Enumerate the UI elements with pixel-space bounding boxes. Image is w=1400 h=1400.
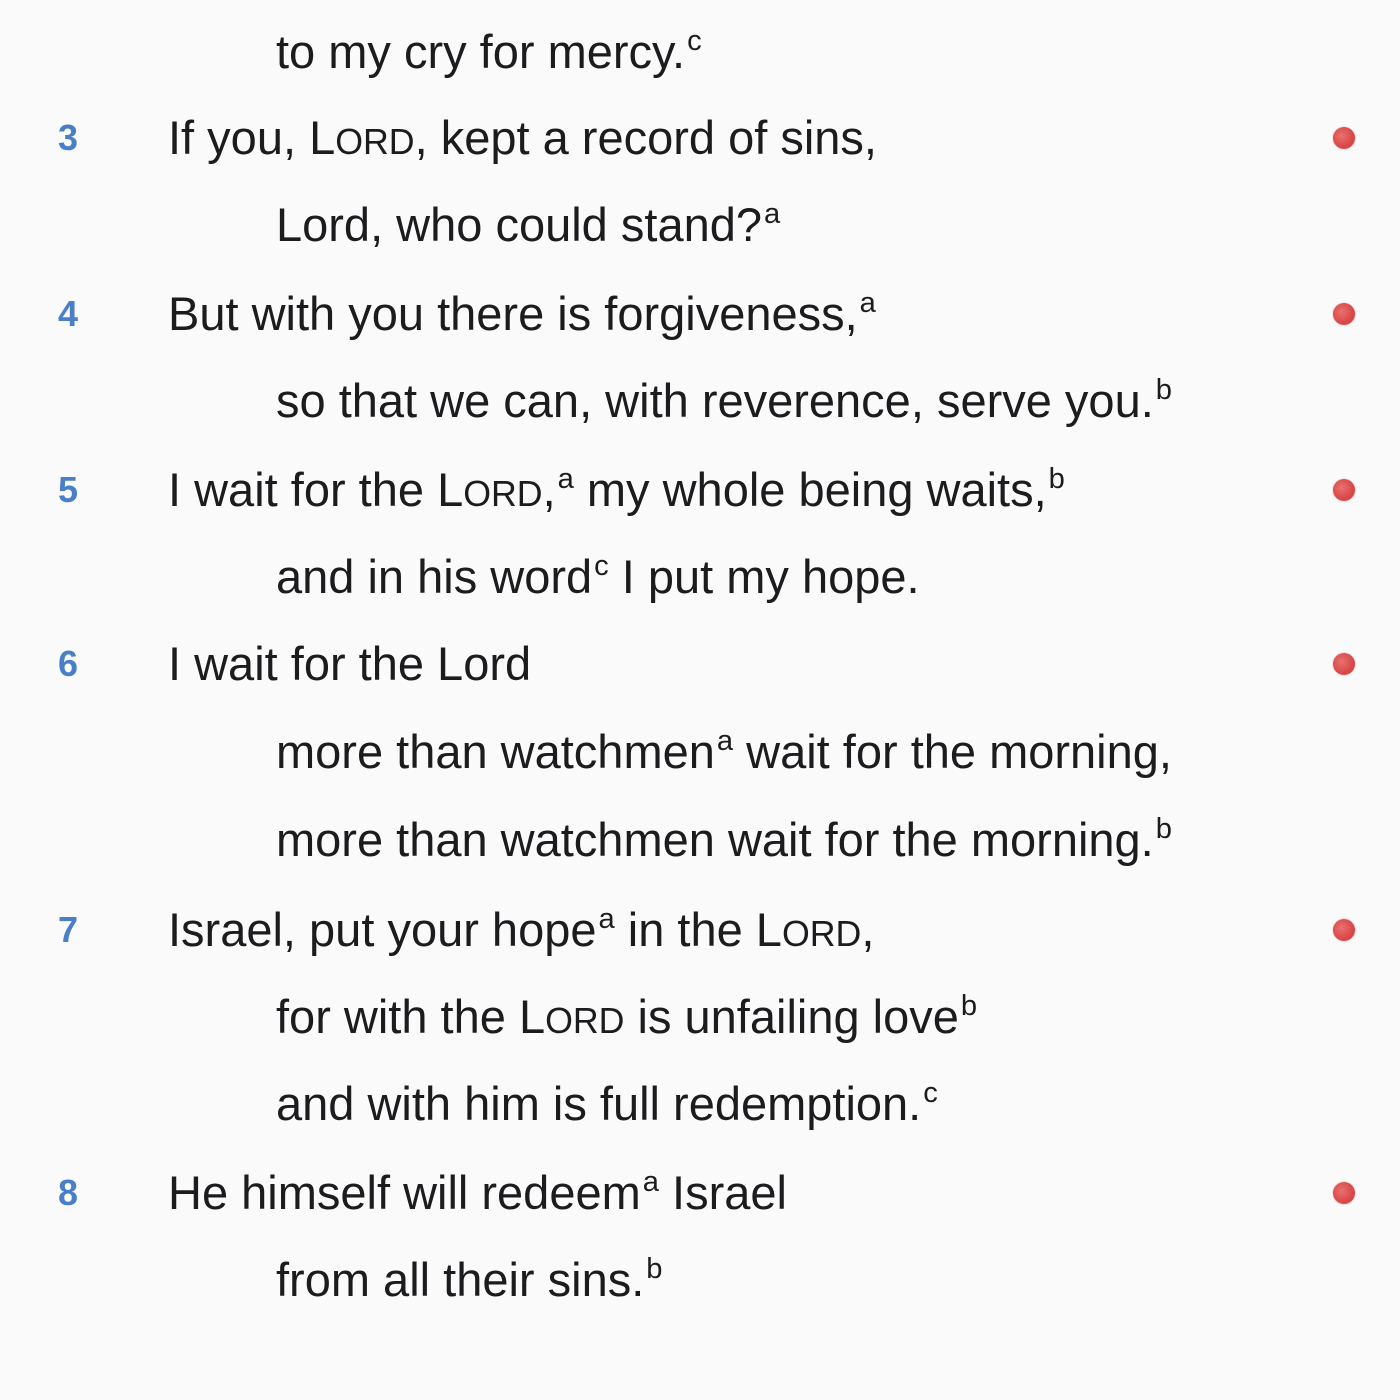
footnote-marker[interactable]: a [557,462,574,495]
text-segment: more than watchmen wait for the morning. [276,813,1154,866]
verse-text[interactable] [276,1064,938,1144]
verse-4-line-1 [0,274,1400,354]
footnote-marker[interactable]: c [594,549,609,582]
text-segment: , [542,463,556,516]
divine-name [756,903,862,956]
divine-name-initial: L [309,111,336,164]
verse-number[interactable]: 5 [57,469,79,510]
divine-name-small-caps: ORD [463,474,543,514]
text-segment: and in his word [276,550,593,603]
verse-text[interactable] [276,361,1172,441]
divine-name [519,990,625,1043]
verse-8-line-2 [0,1240,1400,1320]
verse-number[interactable]: 7 [57,909,79,950]
verse-text[interactable] [276,185,780,265]
footnote-marker[interactable]: a [598,902,615,935]
footnote-marker[interactable]: a [859,286,876,319]
verse-7-line-3 [0,1064,1400,1144]
verse-5-line-1 [0,450,1400,530]
text-segment: , [861,903,875,956]
divine-name-initial: L [518,990,546,1043]
text-segment: for with the [276,990,519,1043]
text-segment: If you, [168,111,310,164]
footnote-marker[interactable]: a [642,1165,659,1198]
verse-4-line-2 [0,361,1400,441]
verse-7-line-2 [0,977,1400,1057]
divine-name-initial: L [437,463,464,516]
verse-6-line-3 [0,800,1400,880]
verse-8-line-1 [0,1153,1400,1233]
text-segment: to my cry for mercy. [276,25,686,78]
verse-text[interactable] [276,12,702,92]
footnote-marker[interactable]: b [646,1252,663,1285]
verse-number[interactable]: 3 [57,117,79,158]
text-segment: is unfailing love [624,990,959,1043]
verse-number[interactable]: 8 [57,1172,79,1213]
verse-7-line-1 [0,890,1400,970]
verse-6-line-2 [0,712,1400,792]
verse-text[interactable] [168,624,531,704]
note-marker-icon[interactable] [1333,653,1355,675]
verse-3-line-2 [0,185,1400,265]
footnote-marker[interactable]: b [1155,373,1172,406]
footnote-marker[interactable]: a [716,724,734,757]
text-segment: from all their sins. [276,1253,645,1306]
text-segment: But with you there is forgiveness, [168,287,858,340]
verse-text[interactable] [168,274,876,354]
note-marker-icon[interactable] [1333,1182,1355,1204]
verse-text[interactable] [168,450,1065,534]
text-segment: my whole being waits, [573,463,1047,516]
note-marker-icon[interactable] [1333,479,1355,501]
verse-text[interactable] [168,98,877,182]
text-segment: wait for the morning, [733,725,1172,778]
text-segment: and with him is full redemption. [276,1077,922,1130]
verse-3-line-1 [0,98,1400,178]
divine-name-small-caps: ORD [781,914,862,954]
text-segment: Israel [658,1166,787,1219]
note-marker-icon[interactable] [1333,303,1355,325]
verse-6-line-1 [0,624,1400,704]
divine-name [437,463,543,516]
footnote-marker[interactable]: b [960,989,978,1022]
text-segment: Lord, who could stand? [276,198,762,251]
text-segment: I wait for the [168,463,438,516]
text-segment: He himself will redeem [168,1166,641,1219]
footnote-marker[interactable]: c [923,1076,938,1109]
text-segment: so that we can, with reverence, serve you. [276,374,1154,427]
verse-text[interactable] [276,800,1172,880]
note-marker-icon[interactable] [1333,127,1355,149]
note-marker-icon[interactable] [1333,919,1355,941]
verse-number[interactable]: 4 [57,293,79,334]
verse-5-line-2 [0,537,1400,617]
text-segment: in the [614,903,756,956]
verse-text[interactable] [276,1240,662,1320]
verse-text[interactable] [276,712,1172,792]
footnote-marker[interactable]: b [1155,812,1172,845]
divine-name [309,111,415,164]
text-segment: Israel, put your hope [168,903,597,956]
verse-number[interactable]: 6 [57,643,79,684]
text-segment: I put my hope. [608,550,920,603]
verse-text[interactable] [276,537,920,617]
text-segment: more than watchmen [276,725,715,778]
text-segment: , kept a record of sins, [414,111,877,164]
footnote-marker[interactable]: c [687,24,702,57]
verse-text[interactable] [168,890,874,974]
divine-name-small-caps: ORD [335,122,415,162]
verse-2-line-2 [0,12,1400,92]
footnote-marker[interactable]: b [1048,462,1065,495]
verse-text[interactable] [168,1153,787,1233]
divine-name-small-caps: ORD [545,1001,625,1041]
footnote-marker[interactable]: a [764,197,781,230]
text-segment: I wait for the Lord [168,637,532,690]
verse-text[interactable] [276,977,977,1061]
divine-name-initial: L [755,903,782,956]
